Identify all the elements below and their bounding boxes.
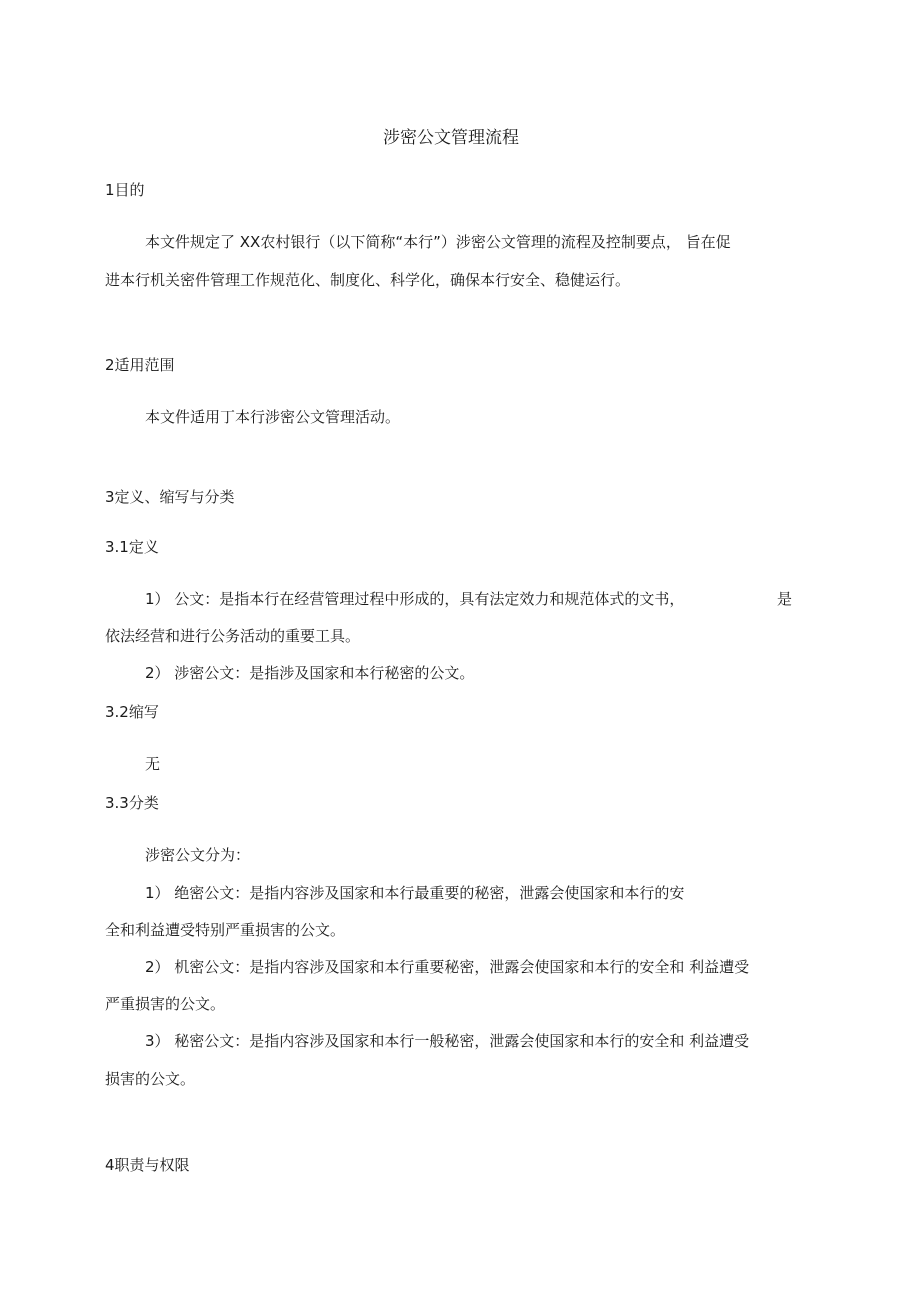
section-3-3-heading: 3.3分类 — [105, 794, 159, 812]
section-1-paragraph-line-2: 进本行机关密件管理工作规范化、制度化、科学化，确保本行安全、稳健运行。 — [105, 271, 631, 289]
section-3-1-heading: 3.1定义 — [105, 538, 159, 556]
classification-item-3-line-2: 损害的公文。 — [105, 1070, 196, 1088]
section-3-heading: 3定义、缩写与分类 — [105, 488, 235, 506]
classification-intro: 涉密公文分为： — [145, 846, 251, 864]
section-1-paragraph-line-1: 本文件规定了 XX农村银行（以下简称“本行”）涉密公文管理的流程及控制要点， 旨在促 — [145, 233, 731, 251]
definition-item-1-line-2: 依法经营和进行公务活动的重要工具。 — [105, 627, 361, 645]
section-1-heading: 1目的 — [105, 181, 145, 199]
section-3-2-heading: 3.2缩写 — [105, 703, 159, 721]
definition-item-1-tail: 是 — [777, 590, 793, 608]
document-title: 涉密公文管理流程 — [383, 128, 519, 148]
section-2-paragraph: 本文件适用丁本行涉密公文管理活动。 — [145, 408, 401, 426]
abbreviation-body: 无 — [145, 755, 161, 773]
classification-item-1-line-1: 1） 绝密公文：是指内容涉及国家和本行最重要的秘密，泄露会使国家和本行的安 — [145, 884, 685, 902]
classification-item-2-line-1: 2） 机密公文：是指内容涉及国家和本行重要秘密，泄露会使国家和本行的安全和 利益遭受 — [145, 958, 750, 976]
classification-item-2-line-2: 严重损害的公文。 — [105, 995, 226, 1013]
section-4-heading: 4职责与权限 — [105, 1156, 190, 1174]
definition-item-2: 2） 涉密公文：是指涉及国家和本行秘密的公文。 — [145, 664, 475, 682]
classification-item-3-line-1: 3） 秘密公文：是指内容涉及国家和本行一般秘密，泄露会使国家和本行的安全和 利益遭受 — [145, 1032, 750, 1050]
definition-item-1-line-1: 1） 公文：是指本行在经营管理过程中形成的，具有法定效力和规范体式的文书， — [145, 590, 685, 608]
classification-item-1-line-2: 全和利益遭受特别严重损害的公文。 — [105, 921, 346, 939]
section-2-heading: 2适用范围 — [105, 356, 175, 374]
